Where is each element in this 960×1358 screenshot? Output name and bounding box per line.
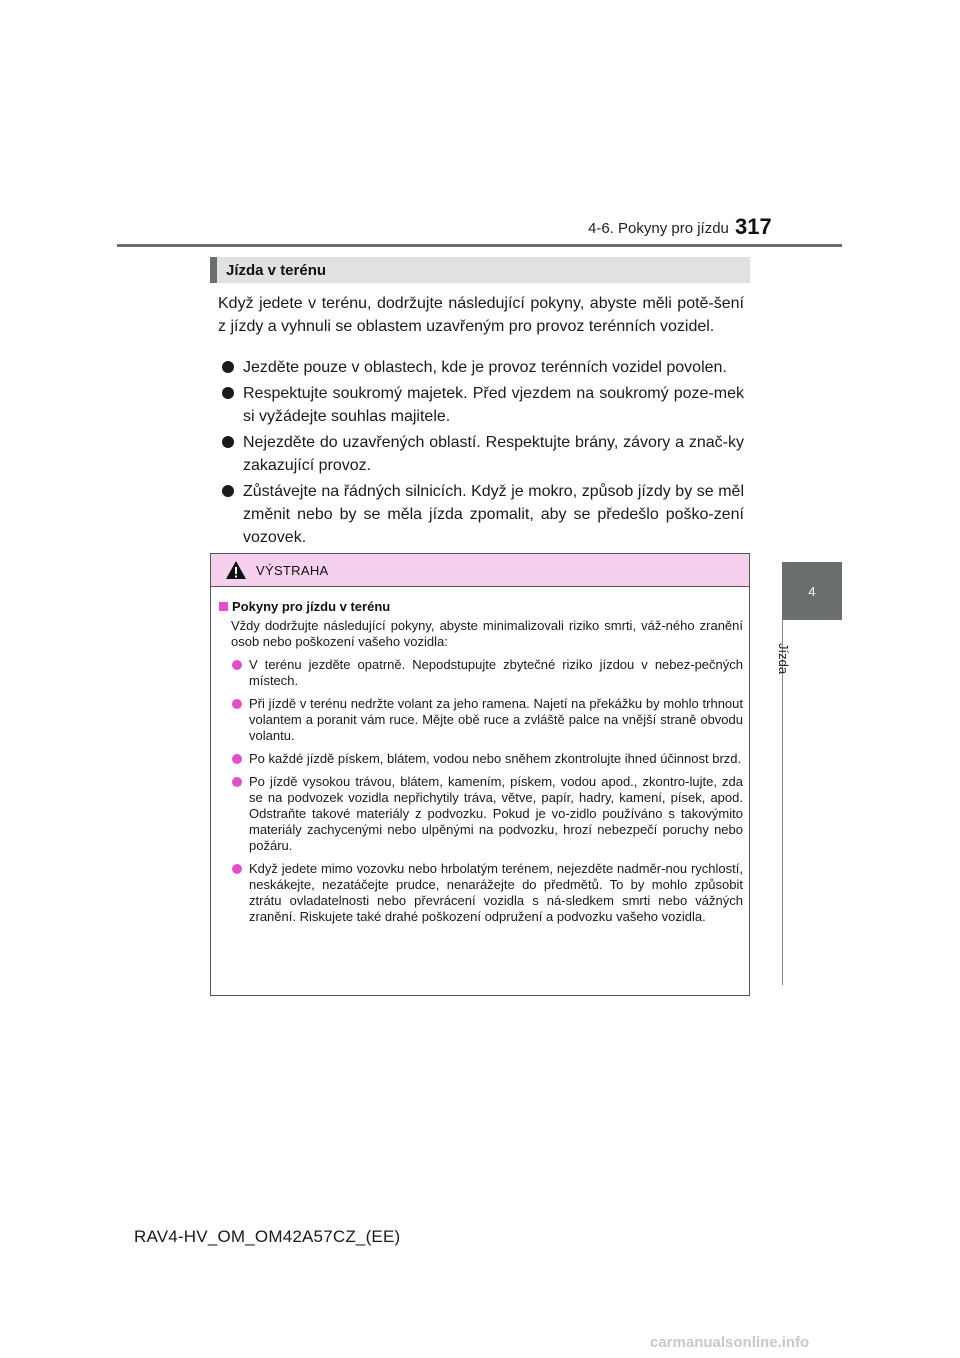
list-item-text: Při jízdě v terénu nedržte volant za jeho ramena. Najetí na překážku by mohlo trhnout volantem a poranit vám ruce. Mějte obě ruce a zvláště palce na vnější straně obvodu volantu.	[249, 696, 743, 743]
list-item-text: Po každé jízdě pískem, blátem, vodou nebo sněhem zkontrolujte ihned účinnost brzd.	[249, 751, 742, 766]
header-divider	[117, 244, 842, 247]
list-item-text: Jezděte pouze v oblastech, kde je provoz terénních vozidel povolen.	[243, 359, 727, 376]
list-item-text: Po jízdě vysokou trávou, blátem, kamením, pískem, vodou apod., zkontro-lujte, zda se na podvozek vozidla nepřichytily tráva, větve, papír, hadry, kamení, písek, apod. Odstraňte takové materiály z podvozku. Pokud je vo-zidlo používáno s takovýmito materiály zachycenými nebo ulpěnými na podvozku, hrozí nebezpečí poruchy nebo požáru.	[249, 774, 743, 853]
running-header-section: 4-6. Pokyny pro jízdu	[588, 220, 729, 237]
square-bullet-icon	[219, 602, 228, 611]
bullet-icon	[232, 777, 242, 787]
list-item-text: V terénu jezděte opatrně. Nepodstupujte zbytečné riziko jízdou v nebez-pečných místech.	[249, 657, 743, 688]
warning-body	[211, 587, 749, 925]
section-intro: Když jedete v terénu, dodržujte následující pokyny, abyste měli potě-šení z jízdy a vyhnuli se oblastem uzavřeným pro provoz terénních vozidel.	[218, 295, 744, 335]
watermark: carmanualsonline.info	[650, 1334, 810, 1351]
warning-intro: Vždy dodržujte následující pokyny, abyste minimalizovali riziko smrti, váž-ného zranění osob nebo poškození vašeho vozidla:	[231, 618, 743, 649]
list-item	[231, 774, 743, 854]
warning-list	[219, 657, 743, 925]
bullet-icon	[222, 436, 234, 448]
bullet-icon	[232, 660, 242, 670]
list-item-text: Zůstávejte na řádných silnicích. Když je mokro, způsob jízdy by se měl změnit nebo by se měla jízda zpomalit, aby se předešlo poško-zení vozovek.	[243, 483, 744, 546]
guideline-list	[218, 356, 744, 552]
warning-icon	[225, 560, 247, 580]
list-item	[231, 696, 743, 744]
warning-subheading	[219, 599, 743, 614]
document-code: RAV4-HV_OM_OM42A57CZ_(EE)	[134, 1227, 401, 1246]
bullet-icon	[222, 387, 234, 399]
list-item	[218, 480, 744, 549]
chapter-label: Jízda	[776, 643, 791, 675]
warning-title: VÝSTRAHA	[256, 562, 329, 578]
list-item	[231, 751, 743, 767]
warning-header	[211, 554, 749, 587]
bullet-icon	[232, 864, 242, 874]
list-item	[218, 356, 744, 379]
page-number: 317	[735, 214, 772, 239]
list-item-text: Nejezděte do uzavřených oblastí. Respektujte brány, závory a znač-ky zakazující provoz.	[243, 434, 744, 474]
list-item	[231, 657, 743, 689]
side-divider	[782, 620, 842, 985]
list-item	[231, 861, 743, 925]
list-item	[218, 382, 744, 428]
list-item-text: Respektujte soukromý majetek. Před vjezdem na soukromý poze-mek si vyžádejte souhlas majitele.	[243, 385, 744, 425]
warning-subheading-text: Pokyny pro jízdu v terénu	[232, 599, 391, 614]
bullet-icon	[222, 361, 234, 373]
list-item	[218, 431, 744, 477]
chapter-number: 4	[808, 583, 816, 599]
chapter-tab	[782, 562, 842, 620]
section-title: Jízda v terénu	[226, 261, 327, 279]
bullet-icon	[222, 485, 234, 497]
bullet-icon	[232, 699, 242, 709]
bullet-icon	[232, 754, 242, 764]
list-item-text: Když jedete mimo vozovku nebo hrbolatým terénem, nejezděte nadměr-nou rychlostí, neskákejte, nezatáčejte prudce, nenarážejte do předmětů. To by mohlo způsobit ztrátu ovladatelnosti nebo převrácení vozidla s ná-sledkem smrti nebo vážných zranění. Riskujete také drahé poškození odpružení a podvozku vašeho vozidla.	[249, 861, 743, 924]
section-heading-bar	[210, 257, 750, 283]
warning-box	[210, 553, 750, 996]
